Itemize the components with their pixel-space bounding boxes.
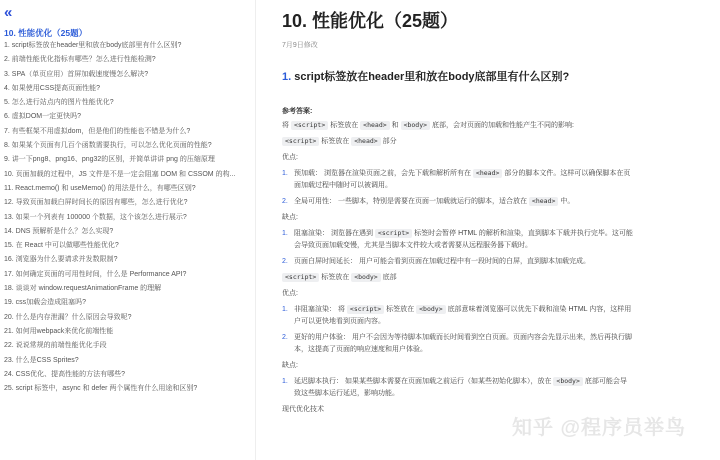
toc-item[interactable]: 15. 在 React 中可以做哪些性能优化?: [4, 242, 119, 250]
list-number: 2.: [282, 334, 288, 341]
section-head-placement: [282, 137, 712, 147]
answer-body: [282, 107, 712, 415]
toc-item[interactable]: 2. 前端性能优化指标有哪些？怎么进行性能检测?: [4, 56, 156, 64]
toc-list: [4, 27, 254, 396]
toc-item[interactable]: 22. 说说常规的前端性能优化手段: [4, 342, 107, 350]
list-item: [282, 169, 712, 191]
page-title: 10. 性能优化（25题）: [282, 11, 459, 31]
list-item: [282, 257, 712, 267]
toc-item[interactable]: 18. 谈谈对 window.requestAnimationFrame 的理解: [4, 285, 162, 293]
text: 底部，会对页面的加载和性能产生不同的影响:: [432, 122, 574, 129]
toc-item[interactable]: 10. 页面加载的过程中，JS 文件是不是一定会阻塞 DOM 和 CSSOM 的构...: [4, 170, 236, 178]
text: 标签放在: [330, 122, 359, 129]
next-section-heading: 现代优化技术: [282, 406, 324, 413]
text: 标签放在: [386, 306, 415, 313]
text: 非阻塞渲染： 将: [294, 306, 345, 313]
toc-section-title[interactable]: 10. 性能优化（25题）: [4, 28, 88, 38]
collapse-sidebar-icon[interactable]: «: [4, 4, 11, 21]
list-number: 2.: [282, 258, 288, 265]
toc-item[interactable]: 12. 导致页面加载白屏时间长的原因有哪些，怎么进行优化?: [4, 199, 188, 207]
intro-line: [282, 121, 712, 131]
code-head: <head>: [351, 137, 380, 146]
text: 底部意味着浏览器可以优先下载和渲染 HTML 内容，这样用: [447, 306, 632, 313]
text: 致这些脚本运行延迟，影响功能。: [294, 390, 399, 397]
advantages-label: 优点:: [282, 154, 298, 161]
toc-item[interactable]: 3. SPA（单页应用）首屏加载速度慢怎么解决?: [4, 70, 149, 78]
text: 预加载： 浏览器在渲染页面之前，会先下载和解析所有在: [294, 170, 471, 177]
answer-label: 参考答案:: [282, 108, 313, 115]
text: 面加载过程中随时可以被调用。: [294, 182, 392, 189]
disadvantages-label: 缺点:: [282, 214, 298, 221]
toc-item[interactable]: 9. 讲一下png8、png16、png32的区别，并简单讲讲 png 的压缩原理: [4, 156, 215, 164]
code-body: <body>: [553, 377, 582, 386]
text: 户可以更快地看到页面内容。: [294, 318, 385, 325]
text: 部分: [382, 138, 397, 145]
text: 底部: [382, 274, 397, 281]
toc-item[interactable]: 25. script 标签中，async 和 defer 两个属性有什么用途和区别?: [4, 385, 198, 393]
toc-item[interactable]: 14. DNS 预解析是什么？怎么实现?: [4, 227, 114, 235]
toc-item[interactable]: 4. 如果使用CSS提高页面性能?: [4, 84, 101, 92]
text: 全局可用性： 一些脚本，特别是需要在页面一加载就运行的脚本，适合放在: [294, 198, 527, 205]
disadvantages-label: 缺点:: [282, 362, 298, 369]
text: 标签放在: [321, 274, 350, 281]
toc-item[interactable]: 13. 如果一个列表有 100000 个数据，这个该怎么进行展示?: [4, 213, 187, 221]
code-head: <head>: [473, 169, 502, 178]
question-heading: [282, 68, 569, 84]
toc-item[interactable]: 24. CSS优化、提高性能的方法有哪些?: [4, 370, 125, 378]
toc-item[interactable]: 6. 虚拟DOM一定更快吗?: [4, 113, 82, 121]
toc-item[interactable]: 20. 什么是内存泄漏？什么原因会导致呢?: [4, 313, 132, 321]
text: 标签时会暂停 HTML 的解析和渲染，直到脚本下载并执行完毕。这可能: [414, 230, 633, 237]
text: 标签放在: [321, 138, 350, 145]
list-item: [282, 377, 712, 399]
toc-item[interactable]: 16. 浏览器为什么要请求并发数限制?: [4, 256, 118, 264]
code-body: <body>: [401, 121, 430, 130]
code-script: <script>: [282, 273, 319, 282]
list-number: 1.: [282, 230, 288, 237]
text: 底部可能会导: [584, 378, 627, 385]
code-script: <script>: [375, 229, 412, 238]
document-content: [282, 0, 716, 460]
list-item: [282, 305, 712, 327]
text: 更好的用户体验： 用户不会因为等待脚本加载而长时间看到空白页面。页面内容会先显示出来，然后再执行脚: [294, 334, 632, 341]
list-number: 1.: [282, 306, 288, 313]
text: 本，这提高了页面的响应速度和用户体验。: [294, 346, 427, 353]
section-body-placement: [282, 273, 712, 283]
list-number: 2.: [282, 198, 288, 205]
modified-date: 7月9日修改: [282, 42, 318, 49]
text: 页面白屏时间延长： 用户可能会看到页面在加载过程中有一段时间的白屏，直到脚本加载完成。: [294, 258, 590, 265]
list-number: 1.: [282, 378, 288, 385]
text: 阻塞渲染： 浏览器在遇到: [294, 230, 373, 237]
code-script: <script>: [347, 305, 384, 314]
list-item: [282, 229, 712, 251]
toc-item[interactable]: 21. 如何用webpack来优化前端性能: [4, 327, 114, 335]
toc-sidebar: [0, 0, 256, 460]
text: 将: [282, 122, 289, 129]
code-body: <body>: [416, 305, 445, 314]
text: 部分的脚本文件。这样可以确保脚本在页: [504, 170, 631, 177]
code-head: <head>: [529, 197, 558, 206]
watermark: 知乎 @程序员举鸟: [512, 417, 687, 439]
toc-item[interactable]: 19. css加载会造成阻塞吗?: [4, 299, 87, 307]
toc-item[interactable]: 1. script标签放在header里和放在body底部里有什么区别?: [4, 42, 182, 49]
toc-item[interactable]: 23. 什么是CSS Sprites?: [4, 356, 79, 364]
list-number: 1.: [282, 170, 288, 177]
code-body: <body>: [351, 273, 380, 282]
question-text: script标签放在header里和放在body底部里有什么区别?: [294, 71, 570, 83]
code-script: <script>: [282, 137, 319, 146]
text: 延迟脚本执行： 如果某些脚本需要在页面加载之前运行（如某些初始化脚本），放在: [294, 378, 552, 385]
text: 中。: [560, 198, 575, 205]
toc-item[interactable]: 8. 如果某个页面有几百个函数需要执行，可以怎么优化页面的性能?: [4, 142, 212, 150]
toc-item[interactable]: 17. 如何确定页面的可用性时间，什么是 Performance API?: [4, 270, 187, 278]
code-script: <script>: [291, 121, 328, 130]
toc-item[interactable]: 7. 有些框架不用虚拟dom，但是他们的性能也不错是为什么?: [4, 127, 191, 135]
list-item: [282, 333, 712, 355]
code-head: <head>: [360, 121, 389, 130]
toc-item[interactable]: 11. React.memo() 和 useMemo() 的用法是什么，有哪些区别?: [4, 184, 196, 192]
advantages-label: 优点:: [282, 290, 298, 297]
text: 会导致页面加载变慢，尤其是当脚本文件较大或者需要从远程服务器下载时。: [294, 242, 532, 249]
question-number: 1.: [282, 71, 292, 83]
toc-item[interactable]: 5. 怎么进行站点内的图片性能优化?: [4, 99, 114, 107]
text: 和: [391, 122, 399, 129]
list-item: [282, 197, 712, 207]
